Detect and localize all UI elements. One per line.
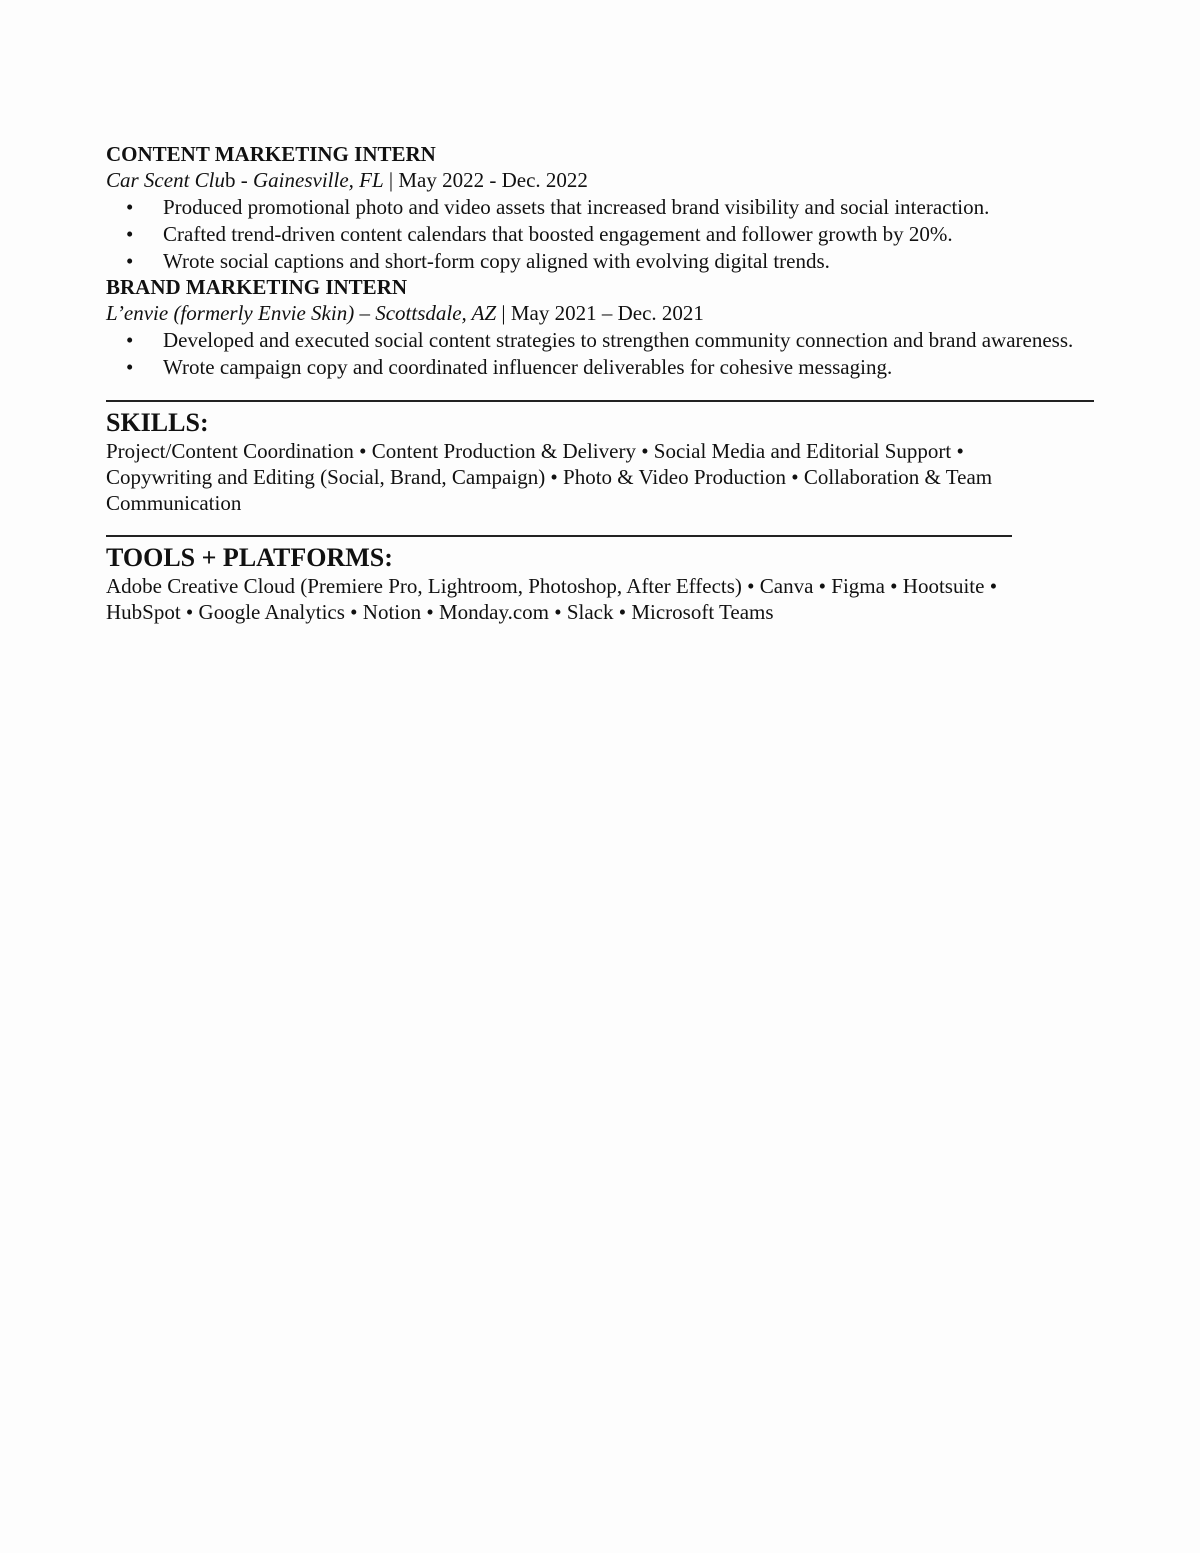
bullet-icon: • xyxy=(126,355,134,379)
tools-line: Adobe Creative Cloud (Premiere Pro, Lightroom, Photoshop, After Effects) • Canva • Figma • Hootsuite • xyxy=(106,574,998,598)
job-dates: | May 2021 – Dec. 2021 xyxy=(496,301,704,325)
company-name: L’envie (formerly Envie Skin) – Scottsdale, AZ xyxy=(106,301,497,325)
job-meta xyxy=(106,167,1096,193)
section-divider xyxy=(106,535,1012,537)
list-item xyxy=(106,326,1096,353)
list-item xyxy=(106,247,1096,274)
skills-line: Project/Content Coordination • Content Production & Delivery • Social Media and Editorial Support • xyxy=(106,439,964,463)
bullet-icon: • xyxy=(126,195,134,219)
job-meta xyxy=(106,300,1096,326)
tools-line: HubSpot • Google Analytics • Notion • Monday.com • Slack • Microsoft Teams xyxy=(106,600,774,624)
bullet-text: Produced promotional photo and video assets that increased brand visibility and social interaction. xyxy=(163,195,990,219)
section-divider xyxy=(106,400,1094,402)
resume-content xyxy=(106,141,1096,625)
skills-line: Communication xyxy=(106,491,242,515)
bullet-text: Wrote social captions and short-form copy aligned with evolving digital trends. xyxy=(163,249,830,273)
job-entry-brand-marketing xyxy=(106,274,1096,380)
skills-section xyxy=(106,408,1096,516)
job-bullets xyxy=(106,193,1096,274)
bullet-icon: • xyxy=(126,328,134,352)
bullet-text: Crafted trend-driven content calendars that boosted engagement and follower growth by 20%. xyxy=(163,222,953,246)
bullet-text: Wrote campaign copy and coordinated influencer deliverables for cohesive messaging. xyxy=(163,355,893,379)
company-name: Car Scent Clu xyxy=(106,168,225,192)
job-title: CONTENT MARKETING INTERN xyxy=(106,142,436,166)
skills-line: Copywriting and Editing (Social, Brand, Campaign) • Photo & Video Production • Collaboration & Team xyxy=(106,465,993,489)
bullet-icon: • xyxy=(126,249,134,273)
section-heading-skills: SKILLS: xyxy=(106,408,209,437)
section-heading-tools: TOOLS + PLATFORMS: xyxy=(106,543,393,572)
list-item xyxy=(106,193,1096,220)
list-item xyxy=(106,353,1096,380)
tools-section xyxy=(106,543,1096,625)
list-item xyxy=(106,220,1096,247)
job-location: Gainesville, FL xyxy=(253,168,384,192)
bullet-text: Developed and executed social content strategies to strengthen community connection and brand awareness. xyxy=(163,328,1074,352)
job-bullets xyxy=(106,326,1096,380)
job-dates: | May 2022 - Dec. 2022 xyxy=(383,168,588,192)
job-entry-content-marketing xyxy=(106,141,1096,274)
bullet-icon: • xyxy=(126,222,134,246)
job-title: BRAND MARKETING INTERN xyxy=(106,275,408,299)
company-name-tail: b - xyxy=(225,168,253,192)
